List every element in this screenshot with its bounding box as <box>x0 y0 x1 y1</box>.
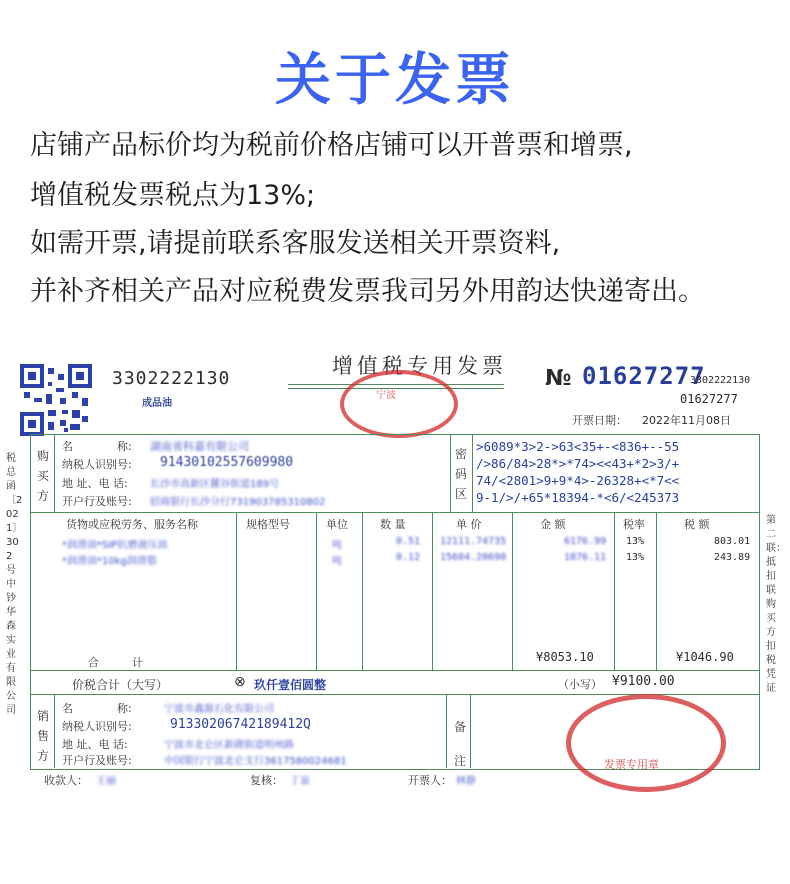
seller-name: 宁波市鑫源石化有限公司 <box>164 704 274 715</box>
center-seal <box>340 370 458 438</box>
reviewer: 丁泉 <box>290 776 310 787</box>
seal-top-text: 宁波 <box>376 390 396 401</box>
cipher-label: 密 码 区 <box>455 447 468 501</box>
qr-code-icon <box>20 364 92 436</box>
buyer-name-label: 名 称: <box>62 440 132 453</box>
reviewer-label: 复核： <box>250 774 283 787</box>
header-rate: 税率 <box>623 518 645 531</box>
seller-address: 宁波市北仑区新碶街道明州路 <box>164 740 294 751</box>
sum-small-label: （小写） <box>558 678 602 691</box>
intro-line-1: 店铺产品标价均为税前价格店铺可以开普票和增票, <box>30 130 633 161</box>
intro-line-4: 并补齐相关产品对应税费发票我司另外用韵达快递寄出。 <box>30 276 705 307</box>
total-tax: ¥1046.90 <box>676 650 734 664</box>
invoice-code-small: 3302222130 <box>690 375 751 386</box>
buyer-side-label: 购 买 方 <box>37 449 50 503</box>
left-margin-text: 税总函〔2021〕302号中钞华森实业有限公司 <box>6 453 23 716</box>
invoice-title: 增值税专用发票 <box>332 354 507 378</box>
invoice-image: 3302222130 成品油 增值税专用发票 宁波 № 01627277 3302222130 01627277 开票日期： 2022年11月08日 购 买 方 名 称: 纳税人识别号: 地 址、电 话: 开户行及账号: 湖南省科嘉有限公司 91430102557609980 长沙市高新区麓谷街道189号 招商银行长沙分行731903785310802 密 码 区 >6089*3>2->63<35+-<836+--55 />86/84>28*>*74><<43+*2>3/+ 74/<2801>9+9*4>-26328+<*7<< 9-1/>/+65*18394-*<6/<245373 货物或应税劳务、服务名称 规格型号 单位 数 量 单 价 金 额 税率 税 额 *润滑油*SIP抗磨液压油 吨 0.51 12111.74735 6176.99 13% 803.01 *润滑油*10kg润滑脂 吨 0.12 15604.20690 1876.11 13% 243.89 合 计 ¥8053.10 ¥1046.90 价税合计（大写） ⊗ 玖仟壹佰圆整 （小写） ¥9100.00 销 售 方 名 称: 纳税人识别号: 地 址、电 话: 开户行及账号: 宁波市鑫源石化有限公司 91330206742189412Q 宁波市北仑区新碶街道明州路 中国银行宁波北仑支行3617580024681 备 注 发票专用章 税总函〔2021〕302号中钞华森实业有限公司 第二联：抵扣联 购买方扣税凭证 收款人： 王丽 复核： 丁泉 开票人： 林静 <box>0 342 790 802</box>
header-price: 单 价 <box>456 518 482 531</box>
product-type: 成品油 <box>142 398 172 409</box>
sum-small: ¥9100.00 <box>612 674 675 689</box>
payee: 王丽 <box>96 776 116 787</box>
total-amount: ¥8053.10 <box>536 650 594 664</box>
header-qty: 数 量 <box>380 518 406 531</box>
invoice-seal <box>566 694 726 792</box>
invoice-number-small: 01627277 <box>680 392 738 406</box>
buyer-bank-label: 开户行及账号: <box>62 495 132 508</box>
page-title: 关于发票 <box>275 48 515 113</box>
buyer-bank: 招商银行长沙分行731903785310802 <box>150 497 326 508</box>
seller-name-label: 名 称: <box>62 702 132 715</box>
header-amount: 金 额 <box>540 518 566 531</box>
buyer-taxid-label: 纳税人识别号: <box>62 458 132 471</box>
header-tax: 税 额 <box>684 518 710 531</box>
seller-taxid-label: 纳税人识别号: <box>62 720 132 733</box>
payee-label: 收款人： <box>44 774 88 787</box>
seal-text: 发票专用章 <box>604 758 659 771</box>
cipher-text: >6089*3>2->63<35+-<836+--55 />86/84>28*>*74><<43+*2>3/+ 74/<2801>9+9*4>-26328+<*7<< 9-1/>/+65*18394-*<6/<245373 <box>476 439 680 505</box>
number-symbol: № <box>545 366 572 391</box>
remark-label: 备 注 <box>454 720 467 768</box>
date-label: 开票日期： <box>572 414 627 427</box>
buyer-name: 湖南省科嘉有限公司 <box>150 440 249 453</box>
seller-bank: 中国银行宁波北仑支行3617580024681 <box>164 756 347 767</box>
sum-words-icon: ⊗ <box>234 674 246 690</box>
header-unit: 单位 <box>326 518 348 531</box>
header-spec: 规格型号 <box>246 518 290 531</box>
buyer-address-label: 地 址、电 话: <box>62 477 128 490</box>
drawer-label: 开票人： <box>408 774 452 787</box>
seller-bank-label: 开户行及账号: <box>62 754 132 767</box>
seller-side-label: 销 售 方 <box>37 709 50 763</box>
seller-tax-id: 91330206742189412Q <box>170 717 311 732</box>
sum-words: 玖仟壹佰圆整 <box>254 678 327 692</box>
drawer: 林静 <box>456 776 476 787</box>
intro-line-2: 增值税发票税点为13%; <box>30 180 316 211</box>
header-goods: 货物或应税劳务、服务名称 <box>66 518 198 531</box>
sum-label: 价税合计（大写） <box>72 678 169 692</box>
invoice-number: 01627277 <box>582 362 706 390</box>
invoice-date: 2022年11月08日 <box>642 414 731 427</box>
invoice-code: 3302222130 <box>112 368 231 389</box>
right-margin-text: 第二联：抵扣联 购买方扣税凭证 <box>766 515 786 694</box>
seller-address-label: 地 址、电 话: <box>62 738 128 751</box>
total-label: 合 计 <box>88 656 143 669</box>
intro-line-3: 如需开票,请提前联系客服发送相关开票资料, <box>30 228 561 259</box>
buyer-address: 长沙市高新区麓谷街道189号 <box>150 479 280 490</box>
buyer-tax-id: 91430102557609980 <box>160 455 294 470</box>
